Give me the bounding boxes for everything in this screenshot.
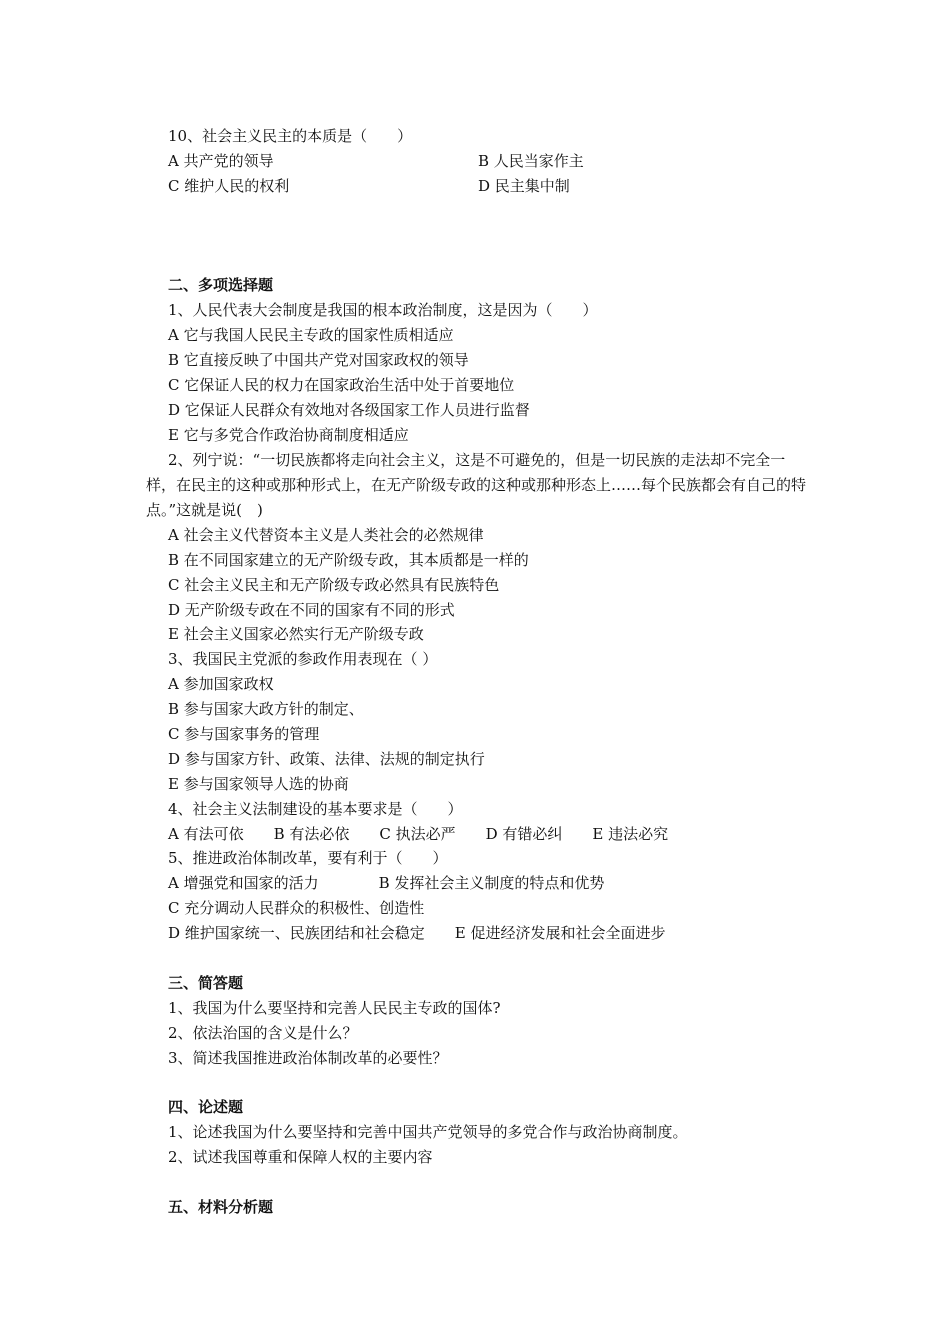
short-answer-q1: 1、我国为什么要坚持和完善人民民主专政的国体? [168,999,501,1017]
mc-q5-options-ab: A 增强党和国家的活力 B 发挥社会主义制度的特点和优势 [168,874,605,892]
question-10-option-b: B 人民当家作主 [478,152,584,170]
question-10-stem: 10、社会主义民主的本质是（ ） [168,127,413,145]
mc-q3-option-d: D 参与国家方针、政策、法律、法规的制定执行 [168,750,485,768]
question-10-option-c: C 维护人民的权利 [168,177,290,195]
mc-q5-options-de: D 维护国家统一、民族团结和社会稳定 E 促进经济发展和社会全面进步 [168,924,666,942]
mc-q5-stem: 5、推进政治体制改革，要有利于（ ） [168,849,448,867]
mc-q2-option-e: E 社会主义国家必然实行无产阶级专政 [168,625,424,643]
short-answer-q3: 3、简述我国推进政治体制改革的必要性？ [168,1049,448,1067]
mc-q3-option-e: E 参与国家领导人选的协商 [168,775,349,793]
section-2-title: 二、多项选择题 [168,276,274,294]
mc-q3-stem: 3、我国民主党派的参政作用表现在（ ） [168,650,438,668]
mc-q2-option-b: B 在不同国家建立的无产阶级专政，其本质都是一样的 [168,551,529,569]
question-10-option-a: A 共产党的领导 [168,152,274,170]
mc-q1-option-b: B 它直接反映了中国共产党对国家政权的领导 [168,351,469,369]
mc-q5-option-c: C 充分调动人民群众的积极性、创造性 [168,899,425,917]
mc-q2-option-d: D 无产阶级专政在不同的国家有不同的形式 [168,601,455,619]
mc-q1-option-e: E 它与多党合作政治协商制度相适应 [168,426,409,444]
essay-q2: 2、试述我国尊重和保障人权的主要内容 [168,1148,433,1166]
mc-q1-option-d: D 它保证人民群众有效地对各级国家工作人员进行监督 [168,401,530,419]
section-3-title: 三、简答题 [168,974,244,992]
mc-q2-option-a: A 社会主义代替资本主义是人类社会的必然规律 [168,526,484,544]
mc-q3-option-a: A 参加国家政权 [168,675,274,693]
section-5-title: 五、材料分析题 [168,1198,274,1216]
mc-q1-option-c: C 它保证人民的权力在国家政治生活中处于首要地位 [168,376,515,394]
mc-q1-stem: 1、人民代表大会制度是我国的根本政治制度，这是因为（ ） [168,301,598,319]
short-answer-q2: 2、依法治国的含义是什么？ [168,1024,358,1042]
mc-q2-option-c: C 社会主义民主和无产阶级专政必然具有民族特色 [168,576,500,594]
mc-q4-options: A 有法可依 B 有法必依 C 执法必严 D 有错必纠 E 违法必究 [168,825,669,843]
mc-q3-option-c: C 参与国家事务的管理 [168,725,320,743]
mc-q3-option-b: B 参与国家大政方针的制定、 [168,700,364,718]
essay-q1: 1、论述我国为什么要坚持和完善中国共产党领导的多党合作与政治协商制度。 [168,1123,688,1141]
question-10-option-d: D 民主集中制 [478,177,570,195]
mc-q4-stem: 4、社会主义法制建设的基本要求是（ ） [168,800,463,818]
mc-q1-option-a: A 它与我国人民民主专政的国家性质相适应 [168,326,454,344]
section-4-title: 四、论述题 [168,1098,244,1116]
mc-q2-stem: 2、列宁说：“一切民族都将走向社会主义，这是不可避免的，但是一切民族的走法却不完全一样，在民主的这种或那种形式上，在无产阶级专政的这种或那种形态上……每个民族都会有自己的特点。”这就是说( ) [146,451,807,519]
